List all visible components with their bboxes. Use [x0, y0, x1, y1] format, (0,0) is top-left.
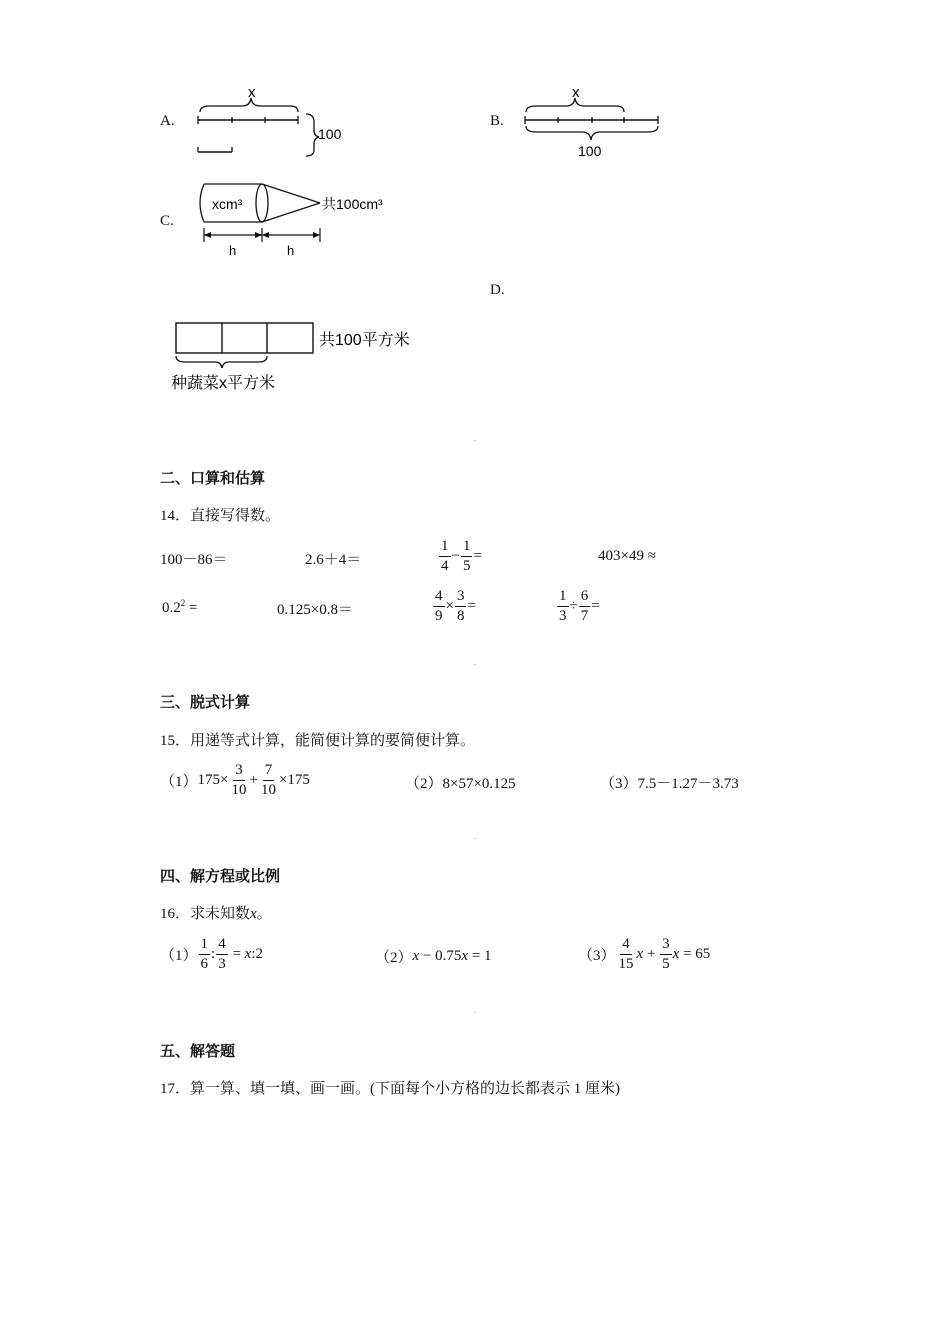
section-2-heading: 二、口算和估算 — [160, 469, 266, 487]
q14-text: 14．直接写得数。 — [160, 508, 281, 524]
option-a-x-label: x — [248, 84, 256, 101]
q14-r2-c1: $0.2^2$ = — [162, 598, 198, 616]
q17-text: 17．算一算、填一填、画一画。(下面每个小方格的边长都表示 1 厘米) — [160, 1081, 620, 1097]
q14-r2-c3: $\frac{4}{9}$ × $\frac{3}{8}$ = — [435, 588, 476, 624]
section-5-heading: 五、解答题 — [160, 1042, 236, 1060]
section-4-heading: 四、解方程或比例 — [160, 867, 281, 885]
q14-r2-c2: 0.125×0.8＝ — [277, 602, 353, 618]
area-total-label: 共100平方米 — [319, 332, 410, 349]
veg-brace — [176, 356, 267, 368]
option-a-label: A. — [160, 113, 175, 129]
option-c-diagram — [190, 178, 410, 260]
q16-p2: （2） x − 0.75 x = 1 — [375, 948, 492, 966]
q15-p2: （2）8×57×0.125 — [405, 776, 516, 792]
option-d-label: D. — [490, 282, 505, 298]
q14-r1-c3: $\frac{1}{4}$ − $\frac{1}{5}$ = — [441, 538, 482, 574]
option-a-diagram — [190, 80, 360, 160]
section-3-heading: 三、脱式计算 — [160, 693, 251, 711]
q14-r1-c1: 100－86＝ — [160, 552, 228, 568]
option-d-diagram — [165, 318, 425, 398]
q16-p3: （3） $\frac{4}{15}$ x + $\frac{3}{5}$ x = 65 — [578, 936, 711, 972]
option-c-label: C. — [160, 213, 174, 229]
option-b-x-label: x — [572, 84, 580, 101]
cylinder-end — [256, 184, 268, 222]
option-b-total: 100 — [578, 143, 602, 159]
q14-r1-c2: 2.6＋4＝ — [305, 552, 362, 568]
area-rect — [176, 323, 313, 353]
q15-p3: （3）7.5－1.27－3.73 — [600, 776, 739, 792]
q15-p1: （1） 175× $\frac{3}{10}$ + $\frac{7}{10}$ ×175 — [160, 762, 310, 798]
option-a-total: 100 — [318, 126, 342, 142]
h-label-2: h — [287, 243, 295, 258]
cone-label: 共100cm³ — [322, 196, 383, 212]
cylinder-label: xcm³ — [212, 196, 243, 212]
q14-r2-c4: $\frac{1}{3}$ ÷ $\frac{6}{7}$ = — [559, 588, 600, 624]
q15-text: 15．用递等式计算，能简便计算的要简便计算。 — [160, 733, 476, 749]
h-label-1: h — [229, 243, 237, 258]
option-b-diagram — [520, 80, 670, 160]
q16-text: 16．求未知数x。 — [160, 906, 272, 922]
veg-label: 种蔬菜x平方米 — [171, 375, 276, 392]
option-b-top-brace — [526, 98, 624, 112]
q14-r1-c4: 403×49 ≈ — [598, 548, 656, 564]
q16-p1: （1） $\frac{1}{6}$ : $\frac{4}{3}$ = x : 2 — [160, 936, 263, 972]
option-b-label: B. — [490, 113, 504, 129]
option-b-bottom-brace — [526, 126, 658, 140]
